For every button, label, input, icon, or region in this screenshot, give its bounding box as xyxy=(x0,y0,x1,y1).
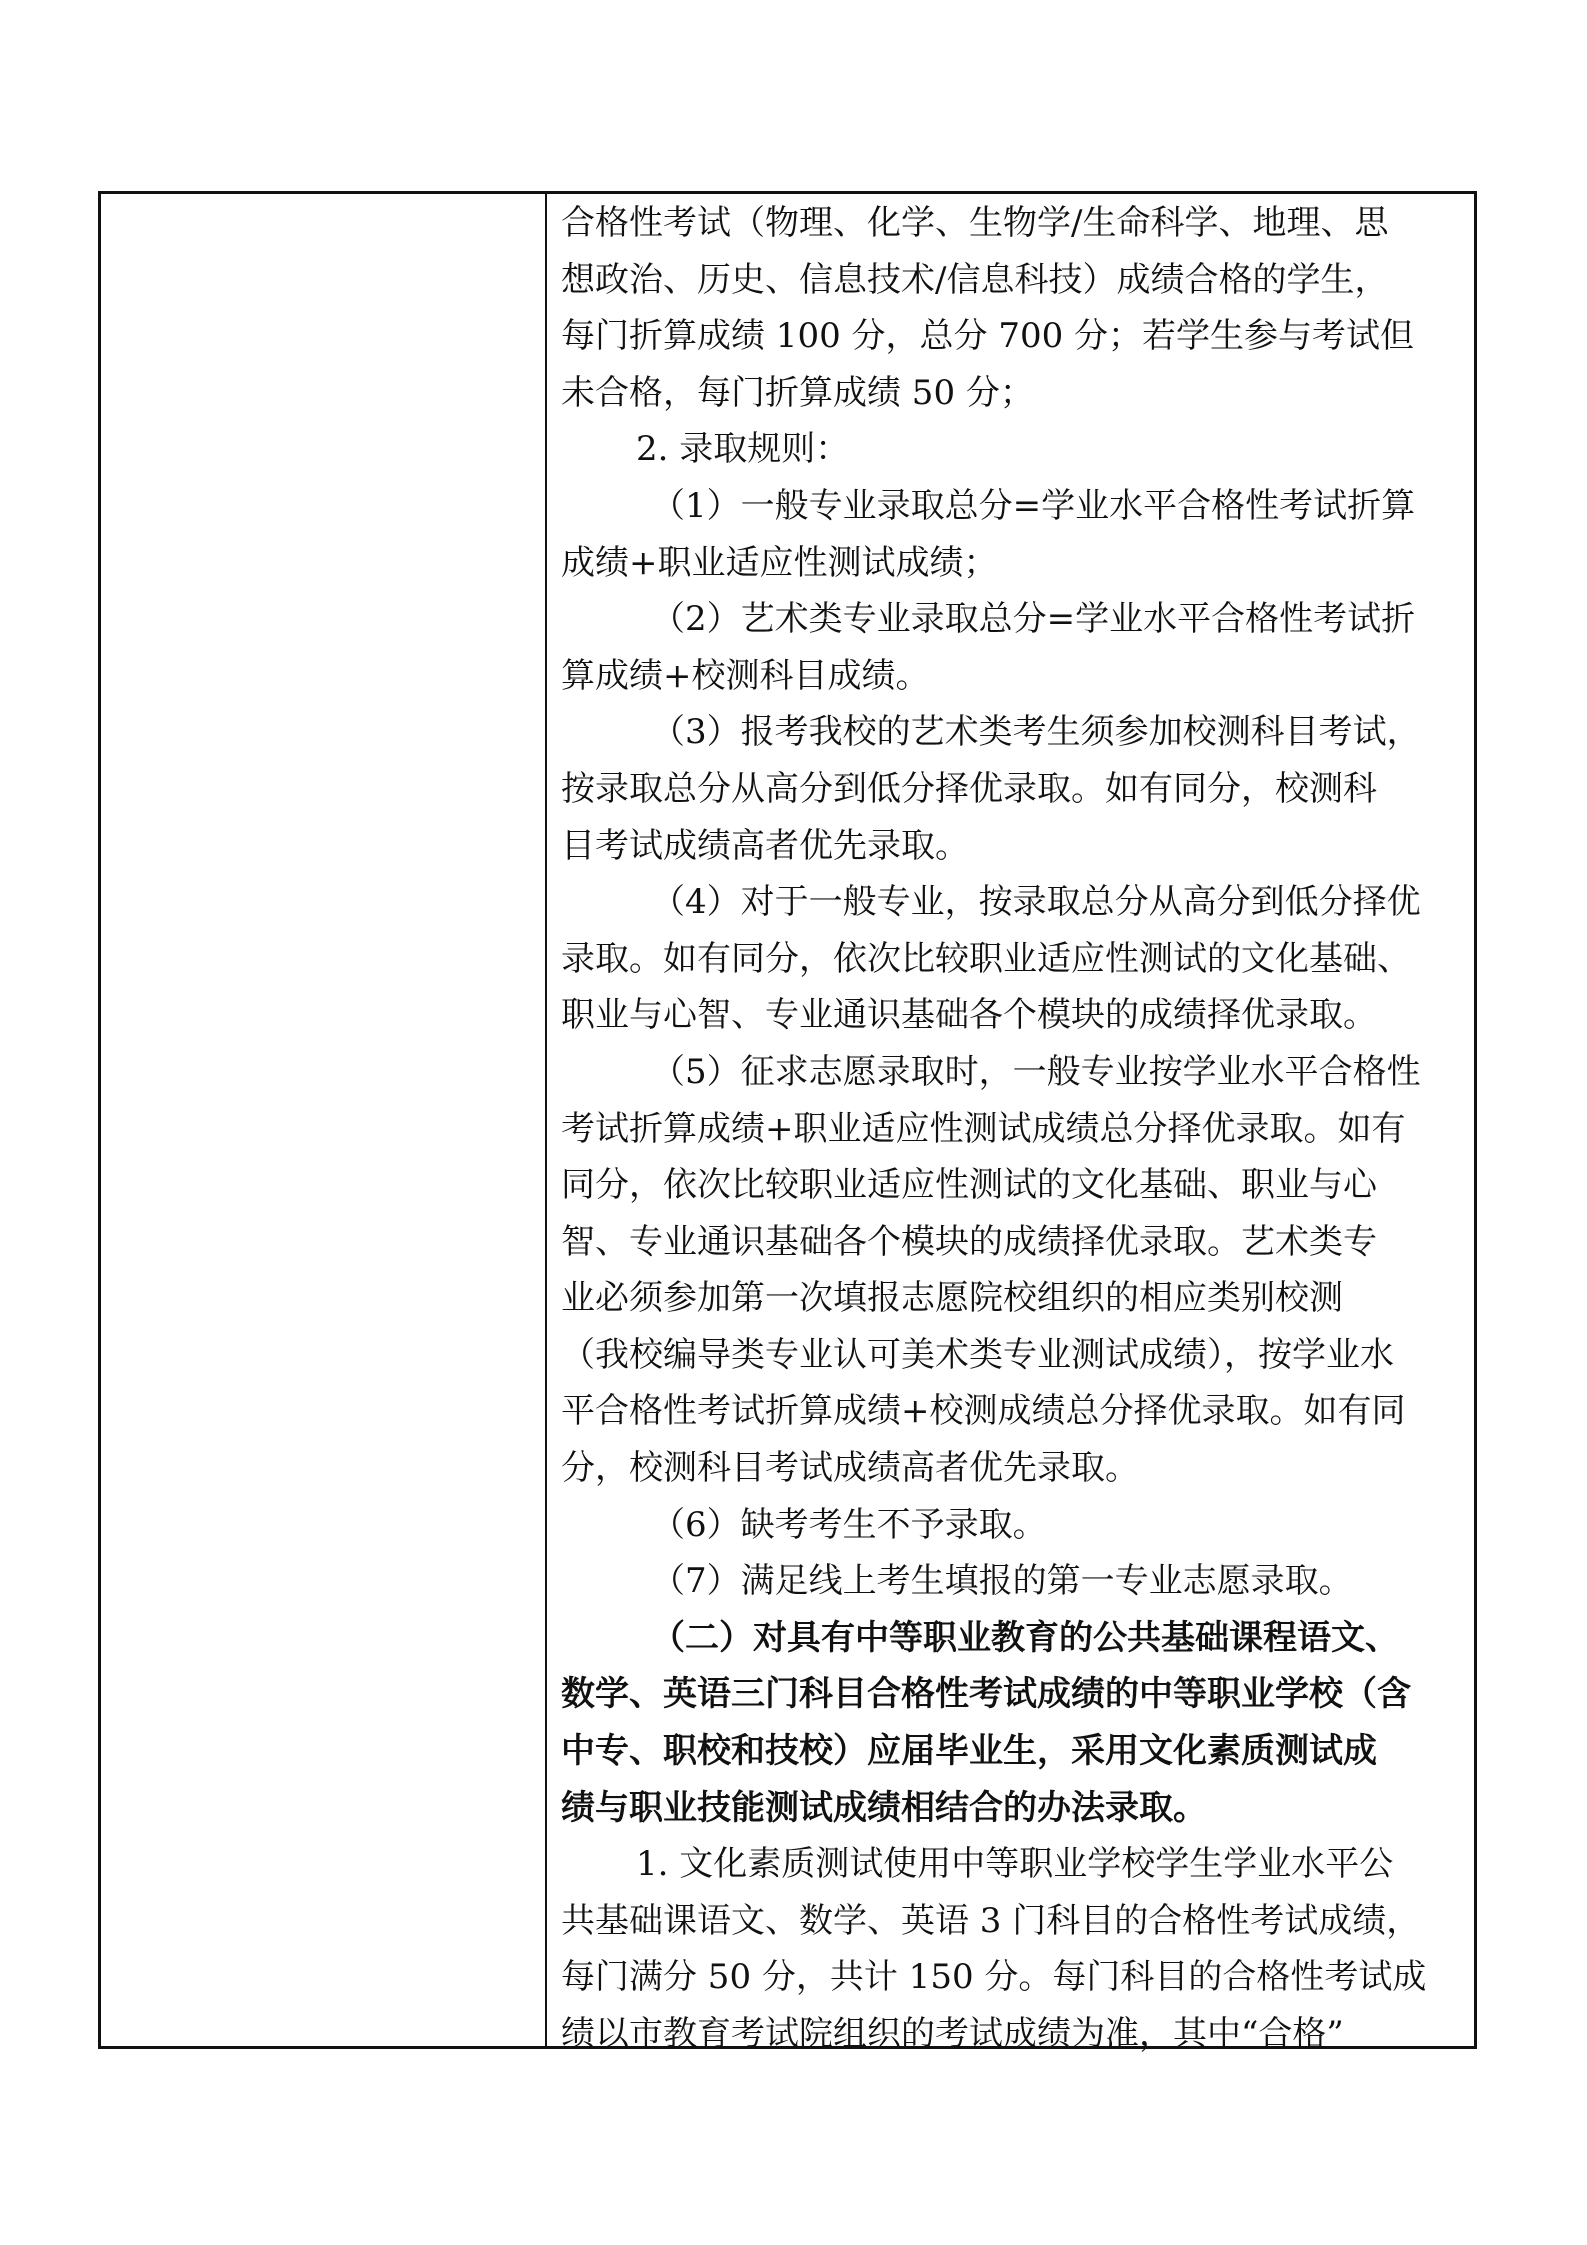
text-line: 按录取总分从高分到低分择优录取。如有同分，校测科 xyxy=(561,768,1377,809)
text-line: 职业与心智、专业通识基础各个模块的成绩择优录取。 xyxy=(561,995,1377,1036)
text-line: （3）报考我校的艺术类考生须参加校测科目考试， xyxy=(651,712,1421,753)
text-line: 录取。如有同分，依次比较职业适应性测试的文化基础、 xyxy=(561,938,1411,979)
text-line: 合格性考试（物理、化学、生物学/生命科学、地理、思 xyxy=(561,203,1389,243)
text-line: 平合格性考试折算成绩+校测成绩总分择优录取。如有同 xyxy=(561,1391,1406,1432)
text-line: 数学、英语三门科目合格性考试成绩的中等职业学校（含 xyxy=(561,1674,1411,1715)
text-line: 目考试成绩高者优先录取。 xyxy=(561,825,969,866)
text-line: 成绩+职业适应性测试成绩； xyxy=(561,542,998,583)
text-line: （1）一般专业录取总分=学业水平合格性考试折算 xyxy=(651,485,1416,526)
text-line: 绩与职业技能测试成绩相结合的办法录取。 xyxy=(561,1787,1207,1828)
text-line: 2. 录取规则： xyxy=(636,429,850,470)
table-left-cell xyxy=(101,194,545,2046)
text-line: （2）艺术类专业录取总分=学业水平合格性考试折 xyxy=(651,599,1416,640)
text-line: 想政治、历史、信息技术/信息科技）成绩合格的学生， xyxy=(561,259,1389,300)
text-line: （6）缺考考生不予录取。 xyxy=(651,1504,1047,1545)
text-line: 绩以市教育考试院组织的考试成绩为准，其中“合格” xyxy=(561,2014,1344,2054)
text-line: 中专、职校和技校）应届毕业生，采用文化素质测试成 xyxy=(561,1731,1377,1772)
text-line: 1. 文化素质测试使用中等职业学校学生学业水平公 xyxy=(636,1844,1394,1885)
text-line: （我校编导类专业认可美术类专业测试成绩），按学业水 xyxy=(561,1334,1394,1375)
text-line: 分，校测科目考试成绩高者优先录取。 xyxy=(561,1448,1139,1489)
text-line: （5）征求志愿录取时，一般专业按学业水平合格性 xyxy=(651,1051,1421,1092)
text-line: 考试折算成绩+职业适应性测试成绩总分择优录取。如有 xyxy=(561,1108,1406,1149)
text-line: 每门折算成绩 100 分，总分 700 分；若学生参与考试但 xyxy=(561,316,1415,357)
table-right-cell-content xyxy=(561,195,1466,2063)
text-line: （7）满足线上考生填报的第一专业志愿录取。 xyxy=(651,1561,1353,1602)
text-line: 共基础课语文、数学、英语 3 门科目的合格性考试成绩， xyxy=(561,1900,1421,1941)
text-line: （4）对于一般专业，按录取总分从高分到低分择优 xyxy=(651,882,1421,923)
text-line: （二）对具有中等职业教育的公共基础课程语文、 xyxy=(651,1617,1399,1658)
text-line: 每门满分 50 分，共计 150 分。每门科目的合格性考试成 xyxy=(561,1957,1427,1998)
text-line: 智、专业通识基础各个模块的成绩择优录取。艺术类专 xyxy=(561,1221,1377,1262)
text-line: 算成绩+校测科目成绩。 xyxy=(561,655,930,696)
column-divider xyxy=(545,191,547,2049)
text-line: 同分，依次比较职业适应性测试的文化基础、职业与心 xyxy=(561,1165,1377,1206)
text-line: 未合格，每门折算成绩 50 分； xyxy=(561,372,1034,413)
text-line: 业必须参加第一次填报志愿院校组织的相应类别校测 xyxy=(561,1278,1343,1319)
